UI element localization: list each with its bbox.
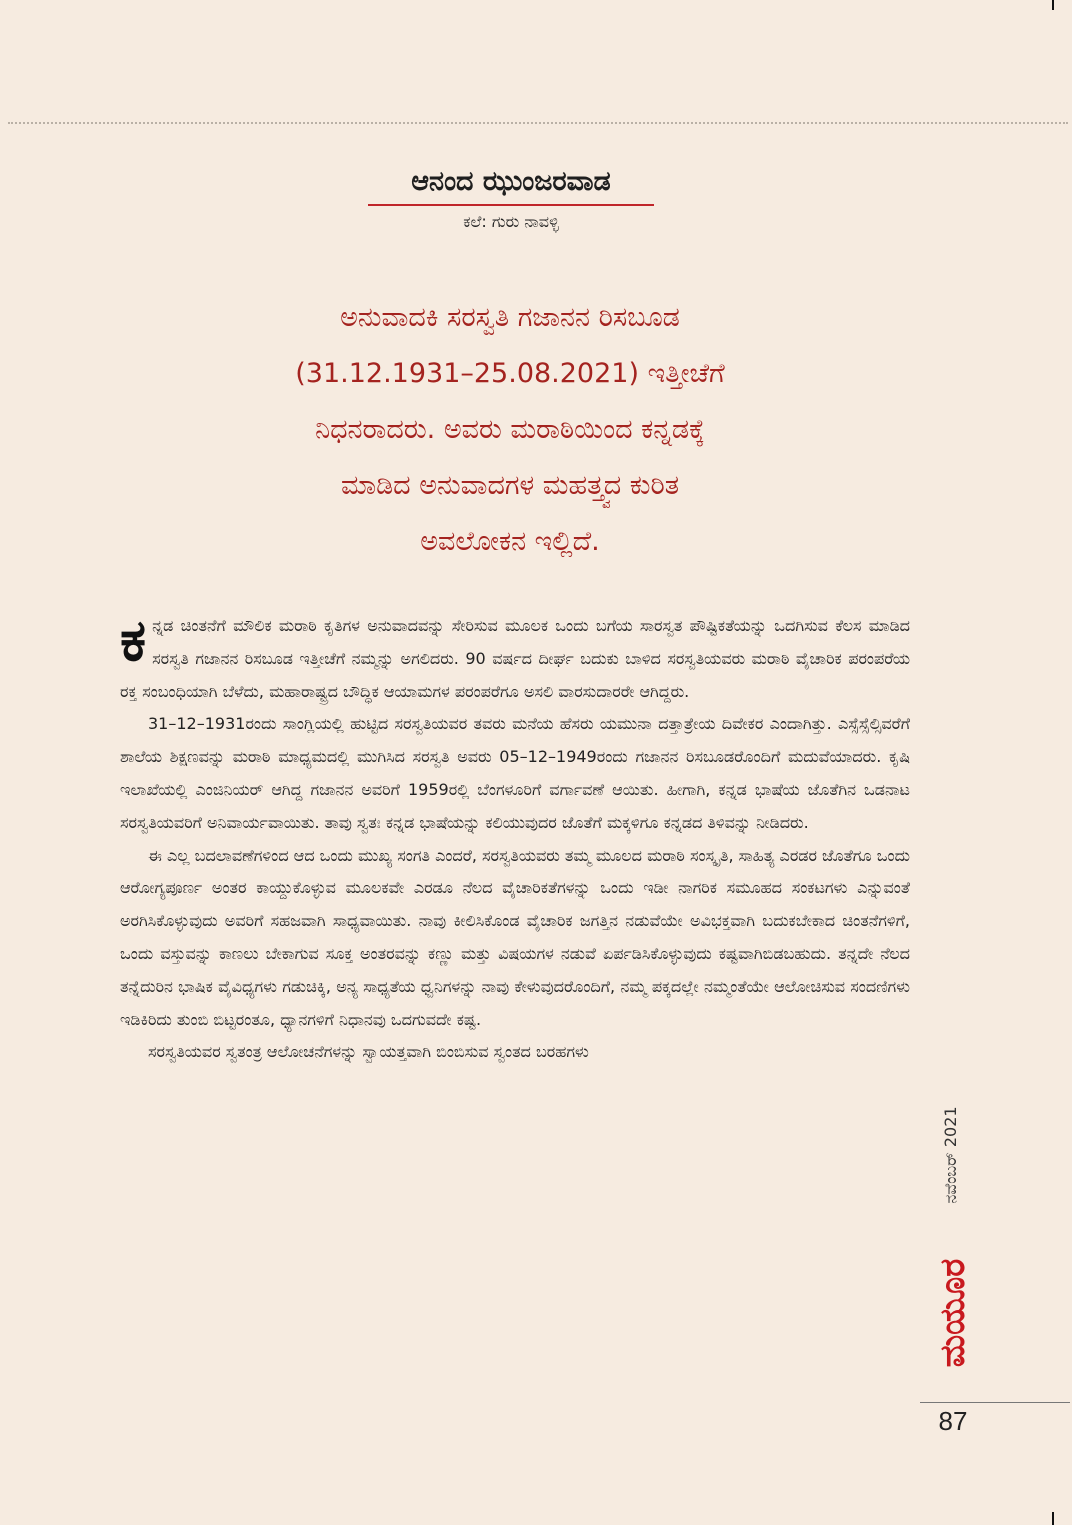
article-body — [120, 606, 910, 1069]
body-paragraph: ಸರಸ್ವತಿಯವರ ಸ್ವತಂತ್ರ ಆಲೋಚನೆಗಳನ್ನು ಸ್ವಾಯತ್ತವಾಗಿ ಬಿಂಬಿಸುವ ಸ್ವಂತದ ಬರಹಗಳು — [148, 1042, 589, 1062]
body-paragraph — [120, 606, 910, 708]
page-number: 87 — [938, 1406, 968, 1436]
page-number-rule — [920, 1402, 1070, 1403]
crop-mark-bottom — [1052, 1512, 1054, 1525]
issue-date: ನವೆಂಬರ್ 2021 — [941, 1106, 960, 1204]
magazine-logo: ಮಯೂರ — [933, 1258, 973, 1368]
body-paragraph: 31–12–1931ರಂದು ಸಾಂಗ್ಲಿಯಲ್ಲಿ ಹುಟ್ಟಿದ ಸರಸ್ವತಿಯವರ ತವರು ಮನೆಯ ಹೆಸರು ಯಮುನಾ ದತ್ತಾತ್ರೇಯ ದಿವೇಕರ ಎಂದಾಗಿತ್ತು. ಎಸ್ಸೆಸ್ಸೆಲ್ಸಿವರೆಗೆ ಶಾಲೆಯ ಶಿಕ್ಷಣವನ್ನು ಮರಾಠಿ ಮಾಧ್ಯಮದಲ್ಲಿ ಮುಗಿಸಿದ ಸರಸ್ವತಿ ಅವರು 05–12–1949ರಂದು ಗಜಾನನ ರಿಸಬೂಡರೊಂದಿಗೆ ಮದುವೆಯಾದರು. ಕೃಷಿ ಇಲಾಖೆಯಲ್ಲಿ ಎಂಜಿನಿಯರ್ ಆಗಿದ್ದ ಗಜಾನನ ಅವರಿಗೆ 1959ರಲ್ಲಿ ಬೆಂಗಳೂರಿಗೆ ವರ್ಗಾವಣೆ ಆಯಿತು. ಹೀಗಾಗಿ, ಕನ್ನಡ ಭಾಷೆಯ ಜೊತೆಗಿನ ಒಡನಾಟ ಸರಸ್ವತಿಯವರಿಗೆ ಅನಿವಾರ್ಯವಾಯಿತು. ತಾವು ಸ್ವತಃ ಕನ್ನಡ ಭಾಷೆಯನ್ನು ಕಲಿಯುವುದರ ಜೊತೆಗೆ ಮಕ್ಕಳಿಗೂ ಕನ್ನಡದ ತಿಳಿವನ್ನು ನೀಡಿದರು. — [120, 714, 910, 832]
body-paragraph: ಈ ಎಲ್ಲ ಬದಲಾವಣೆಗಳಿಂದ ಆದ ಒಂದು ಮುಖ್ಯ ಸಂಗತಿ ಎಂದರೆ, ಸರಸ್ವತಿಯವರು ತಮ್ಮ ಮೂಲದ ಮರಾಠಿ ಸಂಸ್ಕೃತಿ, ಸಾಹಿತ್ಯ ಎರಡರ ಜೊತೆಗೂ ಒಂದು ಆರೋಗ್ಯಪೂರ್ಣ ಅಂತರ ಕಾಯ್ದುಕೊಳ್ಳುವ ಮೂಲಕವೇ ಎರಡೂ ನೆಲದ ವೈಚಾರಿಕತೆಗಳನ್ನು ಒಂದು ಇಡೀ ನಾಗರಿಕ ಸಮೂಹದ ಸಂಕಟಗಳು ಎನ್ನುವಂತೆ ಅರಗಿಸಿಕೊಳ್ಳುವುದು ಅವರಿಗೆ ಸಹಜವಾಗಿ ಸಾಧ್ಯವಾಯಿತು. ನಾವು ಕೀಲಿಸಿಕೊಂಡ ವೈಚಾರಿಕ ಜಗತ್ತಿನ ನಡುವೆಯೇ ಅವಿಭಕ್ತವಾಗಿ ಬದುಕಬೇಕಾದ ಚಿಂತನೆಗಳಿಗೆ, ಒಂದು ವಸ್ತುವನ್ನು ಕಾಣಲು ಬೇಕಾಗುವ ಸೂಕ್ತ ಅಂತರವನ್ನು ಕಣ್ಣು ಮತ್ತು ವಿಷಯಗಳ ನಡುವೆ ಏರ್ಪಡಿಸಿಕೊಳ್ಳುವುದು ಕಷ್ಟವಾಗಿಬಿಡಬಹುದು. ತನ್ನದೇ ನೆಲದ ತನ್ನೆದುರಿನ ಭಾಷಿಕ ವೈವಿಧ್ಯಗಳು ಗಡುಚಿಕ್ಕಿ, ಅನ್ಯ ಸಾಧ್ಯತೆಯ ಧ್ವನಿಗಳನ್ನು ನಾವು ಕೇಳುವುದರೊಂದಿಗೆ, ನಮ್ಮ ಪಕ್ಕದಲ್ಲೇ ನಮ್ಮಂತೆಯೇ ಆಲೋಚಿಸುವ ಸಂದಣಿಗಳು ಇಡಿಕಿರಿದು ತುಂಬಿ ಬಿಟ್ಟರಂತೂ, ಧ್ಯಾನಗಳಿಗೆ ನಿಧಾನವು ಒದಗುವದೇ ಕಷ್ಟ. — [120, 845, 910, 1029]
lead-line: ಅನುವಾದಕಿ ಸರಸ್ವತಿ ಗಜಾನನ ರಿಸಬೂಡ — [340, 302, 680, 333]
author-name: ಆನಂದ ಝುಂಜರವಾಡ — [368, 166, 654, 206]
paragraph-text: ನ್ನಡ ಚಿಂತನೆಗೆ ಮೌಲಿಕ ಮರಾಠಿ ಕೃತಿಗಳ ಅನುವಾದವನ್ನು ಸೇರಿಸುವ ಮೂಲಕ ಒಂದು ಬಗೆಯ ಸಾರಸ್ವತ ಪೌಷ್ಟಿಕತೆಯನ್ನು ಒದಗಿಸುವ ಕೆಲಸ ಮಾಡಿದ ಸರಸ್ವತಿ ಗಜಾನನ ರಿಸಬೂಡ ಇತ್ತೀಚೆಗೆ ನಮ್ಮನ್ನು ಅಗಲಿದರು. 90 ವರ್ಷದ ದೀರ್ಘ ಬದುಕು ಬಾಳಿದ ಸರಸ್ವತಿಯವರು ಮರಾಠಿ ವೈಚಾರಿಕ ಪರಂಪರೆಯ ರಕ್ತ ಸಂಬಂಧಿಯಾಗಿ ಬೆಳೆದು, ಮಹಾರಾಷ್ಟ್ರದ ಬೌದ್ಧಿಕ ಆಯಾಮಗಳ ಪರಂಪರೆಗೂ ಅಸಲಿ ವಾರಸುದಾರರೇ ಆಗಿದ್ದರು. — [120, 616, 910, 701]
lead-line: ಮಾಡಿದ ಅನುವಾದಗಳ ಮಹತ್ತ್ವದ ಕುರಿತ — [340, 470, 680, 501]
lead-paragraph — [200, 290, 820, 570]
lead-line: ಅವಲೋಕನ ಇಲ್ಲಿದೆ. — [420, 526, 600, 557]
crop-mark-top — [1052, 0, 1054, 10]
header-dotted-rule — [8, 122, 1068, 124]
drop-cap: ಕ — [120, 606, 147, 674]
lead-line: ನಿಧನರಾದರು. ಅವರು ಮರಾಠಿಯಿಂದ ಕನ್ನಡಕ್ಕೆ — [315, 414, 705, 445]
illustration-credit: ಕಲೆ: ಗುರು ನಾವಳ್ಳಿ — [463, 212, 559, 231]
lead-line: (31.12.1931–25.08.2021) ಇತ್ತೀಚೆಗೆ — [295, 358, 725, 389]
